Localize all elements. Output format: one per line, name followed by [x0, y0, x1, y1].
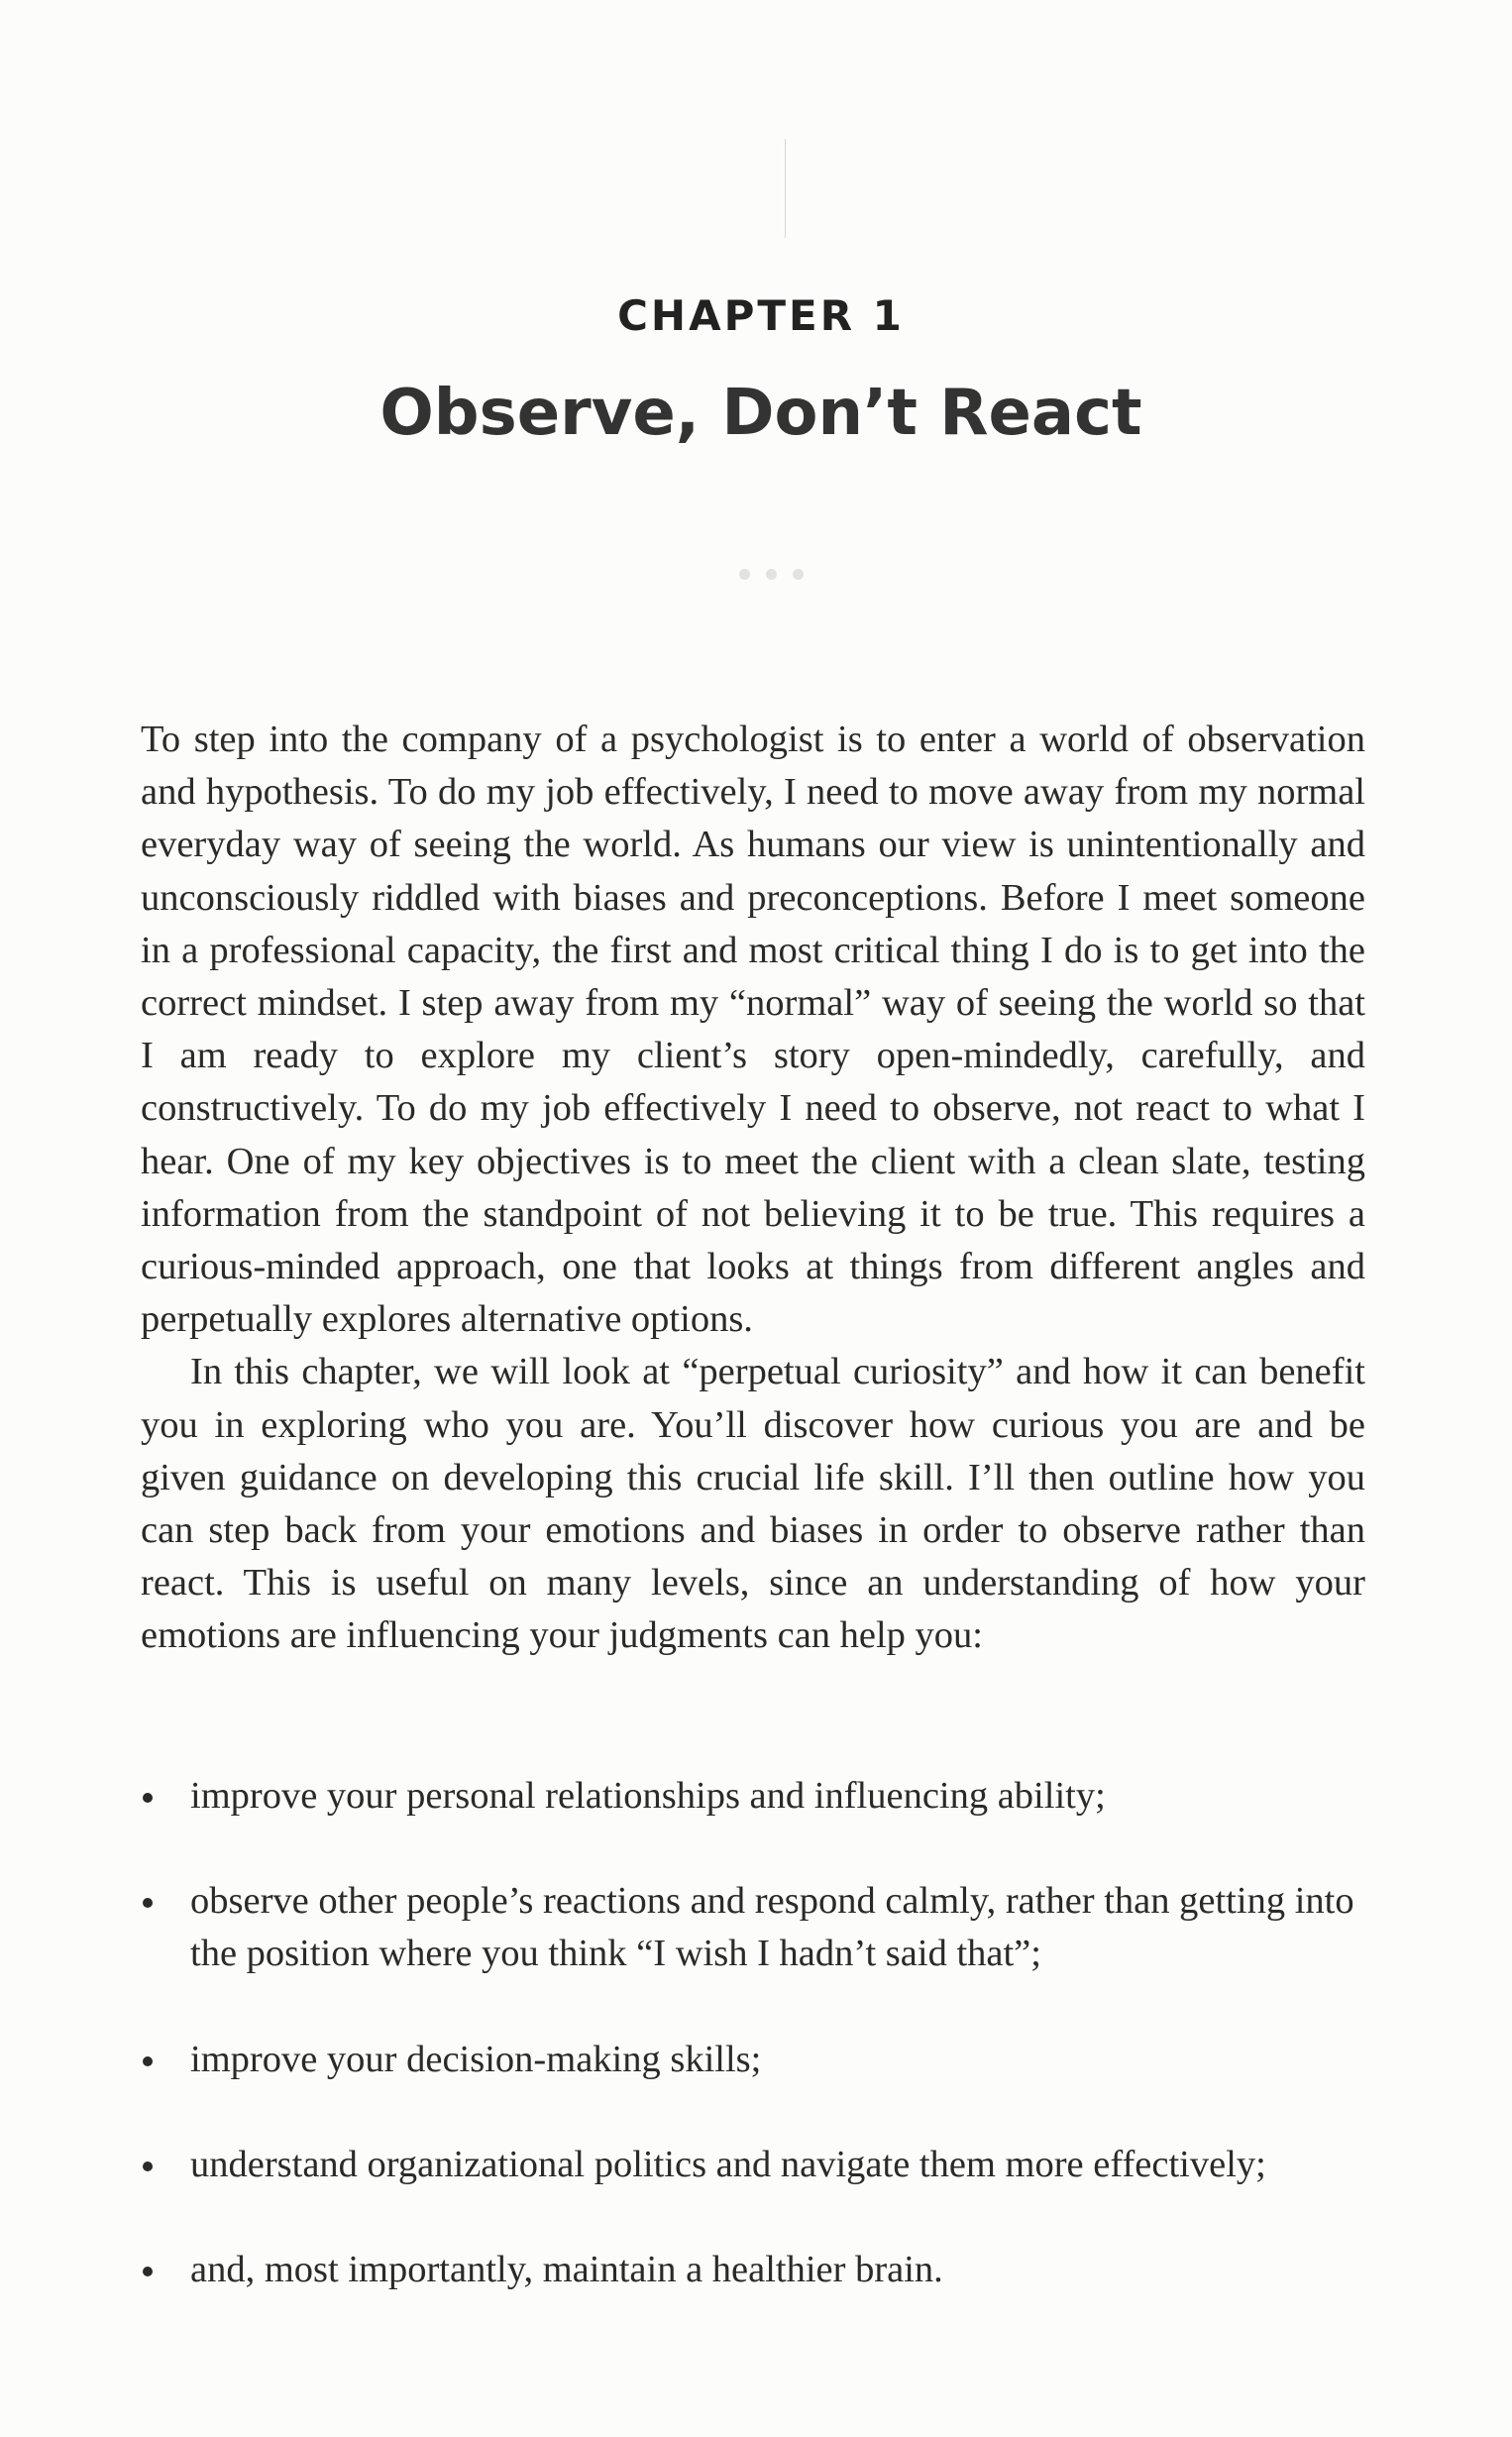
list-item-text: improve your personal relationships and influencing ability;: [190, 1775, 1106, 1817]
list-item-text: improve your decision-making skills;: [190, 2038, 762, 2080]
benefits-list: [141, 1770, 1365, 2349]
list-item: [141, 2244, 1365, 2296]
list-item: [141, 1875, 1365, 1980]
chapter-label: CHAPTER 1: [617, 291, 905, 340]
scan-artifact-line: [785, 139, 786, 238]
chapter-body: [141, 714, 1365, 1663]
list-item: [141, 1770, 1365, 1823]
ornament-dot: [793, 569, 804, 580]
ornament-dots: [0, 567, 1512, 585]
list-item-text: understand organizational politics and navigate them more effectively;: [190, 2143, 1266, 2185]
paragraph-intro: To step into the company of a psychologist is to enter a world of observation and hypothesis. To do my job effectively, I need to move away from my normal everyday way of seeing the world. As humans our view is unintentionally and unconsciously riddled with biases and preconceptions. Before I meet someone in a professional capacity, the first and most critical thing I do is to get into the correct mindset. I step away from my “normal” way of seeing the world so that I am ready to explore my client’s story open-mindedly, carefully, and constructively. To do my job effectively I need to observe, not react to what I hear. One of my key objectives is to meet the client with a clean slate, testing information from the standpoint of not believing it to be true. This requires a curious-minded approach, one that looks at things from different angles and perpetually explores alternative options.: [141, 719, 1365, 1341]
list-item-text: observe other people’s reactions and respond calmly, rather than getting into the position where you think “I wish I hadn’t said that”;: [190, 1880, 1354, 1975]
ornament-dot: [766, 569, 777, 580]
list-item: [141, 2034, 1365, 2086]
list-item: [141, 2139, 1365, 2191]
paragraph-chapter-overview: In this chapter, we will look at “perpetual curiosity” and how it can benefit you in exploring who you are. You’ll discover how curious you are and be given guidance on developing this crucial life skill. I’ll then outline how you can step back from your emotions and biases in order to observe rather than react. This is useful on many levels, since an understanding of how your emotions are influencing your judgments can help you:: [141, 1351, 1365, 1657]
ornament-dot: [739, 569, 750, 580]
list-item-text: and, most importantly, maintain a healthier brain.: [190, 2249, 943, 2291]
chapter-title: Observe, Don’t React: [379, 377, 1142, 450]
